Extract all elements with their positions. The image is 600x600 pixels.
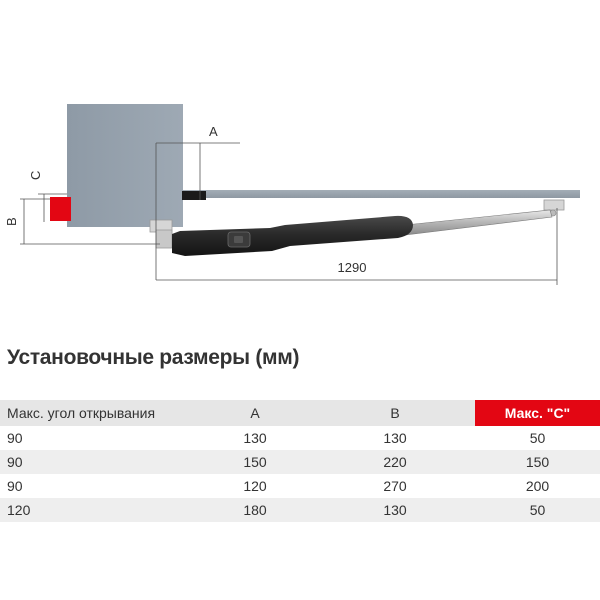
dimension-c-label: C bbox=[28, 170, 43, 180]
cell-a: 150 bbox=[195, 450, 315, 474]
cell-b: 130 bbox=[315, 426, 475, 450]
gate-hinge bbox=[182, 191, 206, 200]
cell-angle: 90 bbox=[0, 474, 195, 498]
motor-body bbox=[172, 216, 413, 256]
table-row bbox=[0, 498, 600, 522]
cell-a: 120 bbox=[195, 474, 315, 498]
dimension-b-label: B bbox=[4, 217, 19, 226]
installation-dimensions-table bbox=[0, 400, 600, 522]
dimension-c-zone bbox=[50, 197, 71, 221]
cell-angle: 90 bbox=[0, 426, 195, 450]
cell-angle: 120 bbox=[0, 498, 195, 522]
gate-leaf bbox=[183, 190, 580, 198]
cell-a: 130 bbox=[195, 426, 315, 450]
table-row bbox=[0, 474, 600, 498]
cell-b: 270 bbox=[315, 474, 475, 498]
cell-c: 200 bbox=[475, 474, 600, 498]
cell-c: 150 bbox=[475, 450, 600, 474]
cell-b: 220 bbox=[315, 450, 475, 474]
gate-pillar bbox=[67, 104, 183, 227]
cell-c: 50 bbox=[475, 426, 600, 450]
piston-rod bbox=[405, 210, 552, 235]
dimension-a-label: A bbox=[209, 124, 218, 139]
dimension-length-label: 1290 bbox=[337, 260, 367, 275]
header-b: B bbox=[390, 405, 400, 421]
header-a: A bbox=[250, 405, 260, 421]
cell-angle: 90 bbox=[0, 450, 195, 474]
header-max-angle: Макс. угол открывания bbox=[7, 405, 156, 421]
header-max-c: Макс. "C" bbox=[475, 400, 600, 426]
page-title: Установочные размеры (мм) bbox=[7, 346, 300, 369]
cell-c: 50 bbox=[475, 498, 600, 522]
table-row bbox=[0, 450, 600, 474]
table-row bbox=[0, 426, 600, 450]
cell-b: 130 bbox=[315, 498, 475, 522]
cell-a: 180 bbox=[195, 498, 315, 522]
table-header-row bbox=[0, 400, 600, 426]
